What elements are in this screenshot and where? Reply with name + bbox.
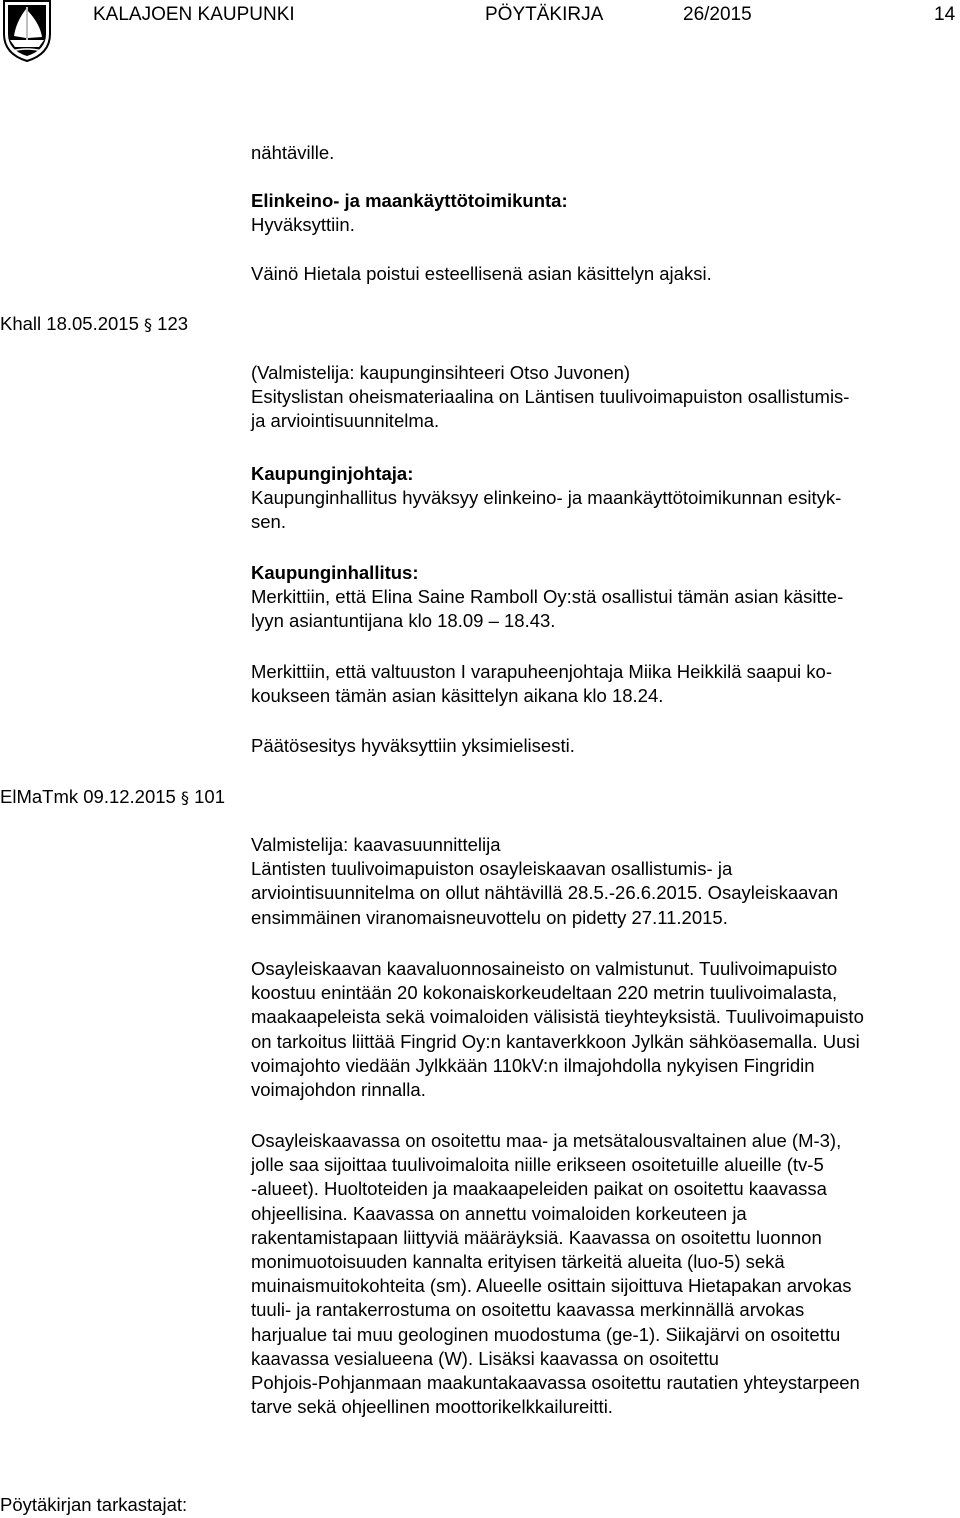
paragraph-preparer — [251, 361, 957, 434]
text-line: rakentamistapaan liittyviä määräyksiä. Kaavassa on osoitettu luonnon — [251, 1226, 822, 1248]
page-number: 14 — [934, 4, 956, 25]
paragraph-committee-decision — [251, 189, 957, 237]
section-icon: § — [144, 315, 153, 334]
page-header — [0, 0, 960, 48]
text-line: ohjeellisina. Kaavassa on annettu voimaloiden korkeuteen ja — [251, 1202, 747, 1224]
organization-name: KALAJOEN KAUPUNKI — [93, 4, 295, 25]
reference-elmatmk-date: ElMaTmk 09.12.2015 — [0, 786, 176, 807]
text-line: Osayleiskaavassa on osoitettu maa- ja metsätalousvaltainen alue (M-3), — [251, 1130, 842, 1151]
reference-khall-number: 123 — [157, 313, 189, 334]
coat-of-arms-logo — [2, 0, 52, 62]
text-line: nähtäville. — [251, 142, 335, 163]
text-line: on tarkoitus liittää Fingrid Oy:n kantaverkkoon Jylkän sähköasemalla. Uusi — [251, 1030, 860, 1052]
text-line: Merkittiin, että Elina Saine Ramboll Oy:stä osallistui tämän asian käsitte- — [251, 586, 844, 608]
document-number: 26/2015 — [683, 4, 752, 25]
paragraph-plan-contents — [251, 1129, 957, 1419]
reference-khall-date: Khall 18.05.2015 — [0, 313, 139, 334]
paragraph-vice-chair-arrival — [251, 660, 957, 708]
text-line: sen. — [251, 511, 286, 533]
text-line: tuuli- ja rantakerrostuma on osoitettu kaavassa merkinnällä arvokas — [251, 1299, 805, 1321]
reference-elmatmk — [0, 786, 225, 809]
paragraph-mayor-proposal — [251, 462, 957, 535]
text-line: Valmistelija: kaavasuunnittelija — [251, 834, 501, 855]
paragraph-draft-material — [251, 957, 957, 1102]
text-line: -alueet). Huoltoteiden ja maakaapeleiden paikat on osoitettu kaavassa — [251, 1178, 827, 1200]
text-line: jolle saa sijoittaa tuulivoimaloita niille erikseen osoitetuille alueille (tv-5 — [251, 1154, 824, 1176]
text-line: Osayleiskaavan kaavaluonnosaineisto on valmistunut. Tuulivoimapuisto — [251, 958, 838, 979]
text-line: arviointisuunnitelma on ollut nähtävillä 28.5.-26.6.2015. Osayleiskaavan — [251, 882, 839, 904]
text-line: monimuotoisuuden kannalta erityisen tärkeitä alueita (luo-5) sekä — [251, 1250, 785, 1272]
text-line: kaavassa vesialueena (W). Lisäksi kaavassa on osoitettu — [251, 1347, 719, 1369]
text-line: muinaismuitokohteita (sm). Alueelle osittain sijoittuva Hietapakan arvokas — [251, 1275, 852, 1297]
paragraph-city-board — [251, 561, 957, 634]
text-line: Merkittiin, että valtuuston I varapuheenjohtaja Miika Heikkilä saapui ko- — [251, 661, 832, 682]
text-line: (Valmistelija: kaupunginsihteeri Otso Juvonen) — [251, 362, 631, 383]
paragraph-recusal — [251, 262, 957, 286]
paragraph-planner — [251, 833, 957, 930]
text-line: Läntisten tuulivoimapuiston osayleiskaavan osallistumis- ja — [251, 858, 733, 880]
reference-elmatmk-number: 101 — [194, 786, 225, 807]
text-line: koostuu enintään 20 kokonaiskorkeudeltaan 220 metrin tuulivoimalasta, — [251, 982, 838, 1004]
reference-khall — [0, 313, 188, 336]
text-line: Päätösesitys hyväksyttiin yksimielisesti. — [251, 735, 575, 756]
minutes-inspectors-label: Pöytäkirjan tarkastajat: — [0, 1494, 188, 1515]
text-line: lyyn asiantuntijana klo 18.09 – 18.43. — [251, 610, 556, 632]
text-line: tarve sekä ohjeellinen moottorikelkkailureitti. — [251, 1396, 613, 1418]
text-line: ja arviointisuunnitelma. — [251, 410, 440, 432]
paragraph-nahtaville — [251, 141, 957, 165]
text-line: Hyväksyttiin. — [251, 214, 355, 236]
section-icon: § — [180, 788, 189, 807]
text-line: ensimmäinen viranomaisneuvottelu on pidetty 27.11.2015. — [251, 906, 728, 928]
section-heading: Kaupunginhallitus: — [251, 562, 419, 583]
document-type: PÖYTÄKIRJA — [485, 4, 604, 25]
text-line: voimajohdon rinnalla. — [251, 1078, 426, 1100]
text-line: maakaapeleista sekä voimaloiden välisistä tieyhteyksistä. Tuulivoimapuisto — [251, 1006, 864, 1028]
text-line: Kaupunginhallitus hyväksyy elinkeino- ja maankäyttötoimikunnan esityk- — [251, 487, 842, 509]
text-line: harjualue tai muu geologinen muodostuma (ge-1). Siikajärvi on osoitettu — [251, 1323, 841, 1345]
text-line: Väinö Hietala poistui esteellisenä asian käsittelyn ajaksi. — [251, 263, 712, 284]
text-line: voimajohto viedään Jylkkään 110kV:n ilmajohdolla nykyisen Fingridin — [251, 1054, 815, 1076]
section-heading: Kaupunginjohtaja: — [251, 463, 414, 484]
text-line: Esityslistan oheismateriaalina on Läntisen tuulivoimapuiston osallistumis- — [251, 386, 850, 408]
text-line: Pohjois-Pohjanmaan maakuntakaavassa osoitettu rautatien yhteystarpeen — [251, 1371, 860, 1393]
paragraph-decision — [251, 734, 957, 758]
text-line: koukseen tämän asian käsittelyn aikana klo 18.24. — [251, 685, 664, 707]
section-heading: Elinkeino- ja maankäyttötoimikunta: — [251, 190, 568, 211]
